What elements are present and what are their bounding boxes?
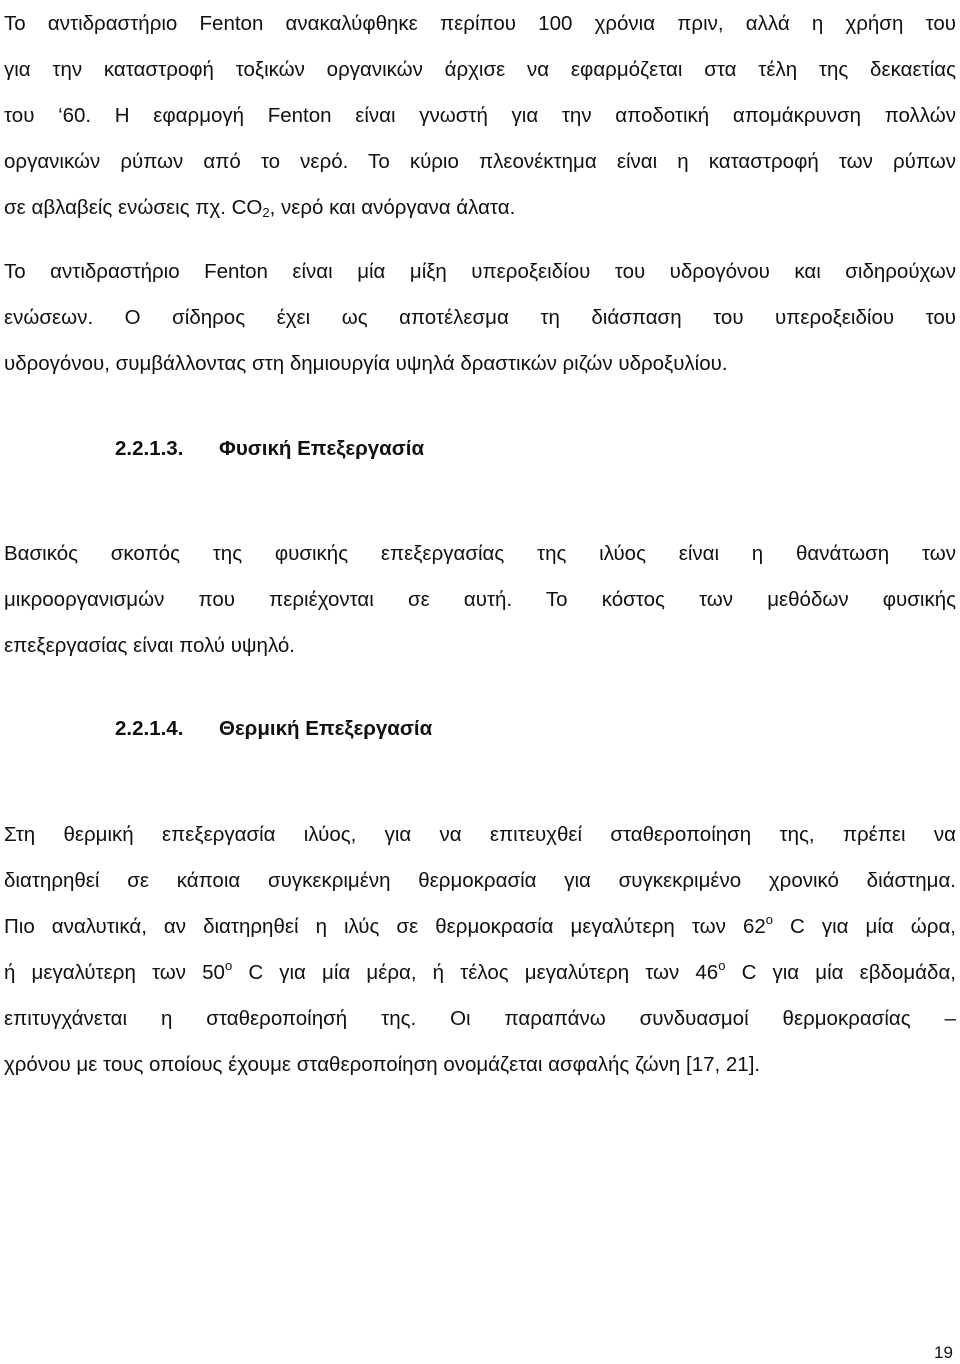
text-line: Το αντιδραστήριο Fenton είναι μία μίξη υπεροξειδίου του υδρογόνου και σιδηρούχων (4, 260, 956, 283)
text-line: ενώσεων. Ο σίδηρος έχει ως αποτέλεσμα τη διάσπαση του υπεροξειδίου του (4, 306, 956, 329)
text-segment: ή μεγαλύτερη των 50 (4, 961, 225, 984)
text-line: επεξεργασίας είναι πολύ υψηλό. (4, 634, 295, 657)
paragraph-thermal-treatment (4, 812, 956, 1088)
page-number: 19 (934, 1343, 953, 1362)
text-segment: Πιο αναλυτικά, αν διατηρηθεί η ιλύς σε θερμοκρασία μεγαλύτερη των 62 (4, 915, 766, 938)
paragraph-fenton-reagent (4, 249, 956, 387)
section-heading-thermal (115, 714, 432, 744)
text-line: Βασικός σκοπός της φυσικής επεξεργασίας της ιλύος είναι η θανάτωση των (4, 542, 956, 565)
degree-superscript: ο (718, 958, 726, 973)
text-line: διατηρηθεί σε κάποια συγκεκριμένη θερμοκρασία για συγκεκριμένο χρονικό διάστημα. (4, 869, 956, 892)
text-line: επιτυγχάνεται η σταθεροποίησή της. Οι παραπάνω συνδυασμοί θερμοκρασίας – (4, 1007, 956, 1030)
text-line (4, 185, 956, 231)
text-segment: C για μία μέρα, ή τέλος μεγαλύτερη των 46 (232, 961, 719, 984)
degree-superscript: ο (224, 958, 233, 973)
paragraph-physical-treatment (4, 531, 956, 669)
text-segment: , νερό και ανόργανα άλατα. (269, 196, 516, 219)
text-line (4, 904, 956, 950)
degree-superscript: ο (765, 912, 773, 927)
section-heading-physical (115, 434, 424, 464)
text-segment: C για μία ώρα, (772, 915, 956, 938)
text-line: για την καταστροφή τοξικών οργανικών άρχισε να εφαρμόζεται στα τέλη της δεκαετίας (4, 58, 956, 81)
text-line: υδρογόνου, συμβάλλοντας στη δημιουργία υψηλά δραστικών ριζών υδροξυλίου. (4, 352, 728, 375)
text-line: χρόνου με τους οποίους έχουμε σταθεροποίηση ονομάζεται ασφαλής ζώνη [17, 21]. (4, 1053, 761, 1076)
text-line: οργανικών ρύπων από το νερό. Το κύριο πλεονέκτημα είναι η καταστροφή των ρύπων (4, 150, 956, 173)
text-segment: C για μία εβδομάδα, (725, 961, 956, 984)
section-title: Φυσική Επεξεργασία (219, 437, 425, 460)
text-line (4, 950, 956, 996)
document-page (4, 0, 956, 1364)
paragraph-fenton-history (4, 1, 956, 231)
text-line: Στη θερμική επεξεργασία ιλύος, για να επιτευχθεί σταθεροποίηση της, πρέπει να (4, 823, 956, 846)
section-number: 2.2.1.4. (115, 717, 184, 740)
text-segment: σε αβλαβείς ενώσεις πχ. CO (4, 196, 263, 219)
text-line: του ‘60. Η εφαρμογή Fenton είναι γνωστή για την αποδοτική απομάκρυνση πολλών (4, 104, 956, 127)
text-line: Το αντιδραστήριο Fenton ανακαλύφθηκε περίπου 100 χρόνια πριν, αλλά η χρήση του (4, 12, 956, 35)
section-number: 2.2.1.3. (115, 437, 184, 460)
subscript: 2 (262, 205, 270, 220)
text-line: μικροοργανισμών που περιέχονται σε αυτή. Το κόστος των μεθόδων φυσικής (4, 588, 956, 611)
section-title: Θερμική Επεξεργασία (219, 717, 433, 740)
